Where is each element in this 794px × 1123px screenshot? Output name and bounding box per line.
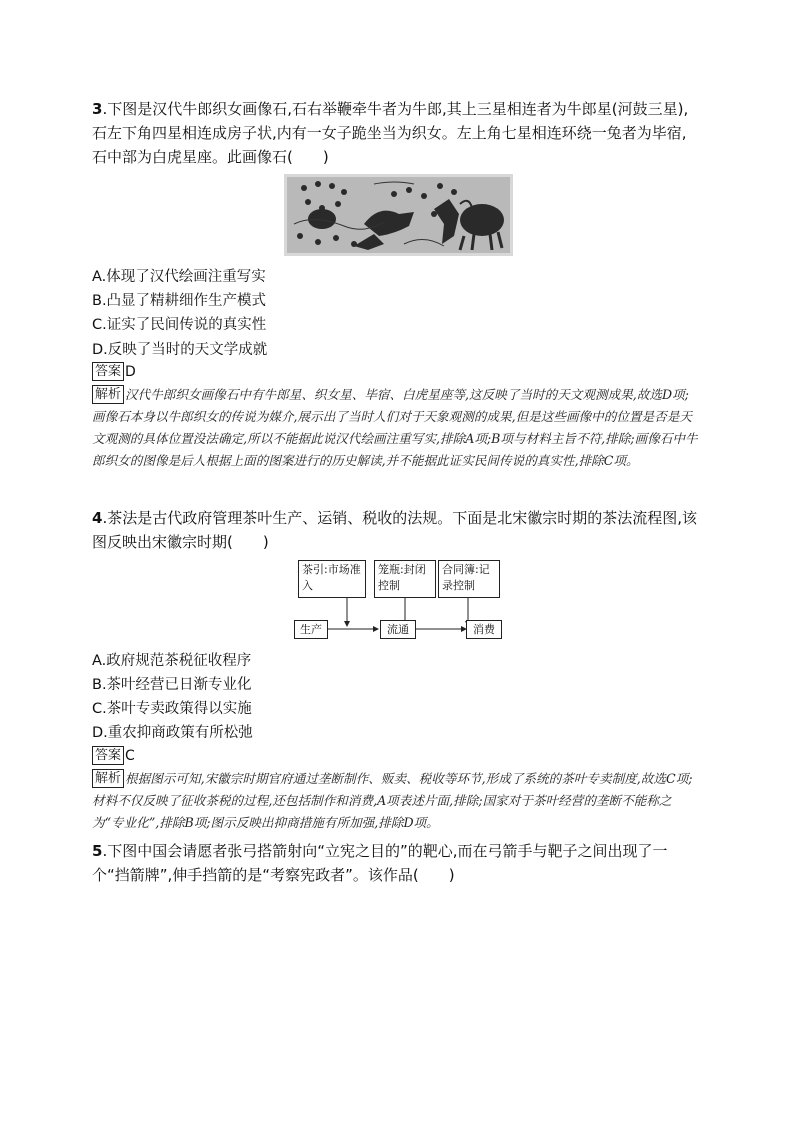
flow-box-consumption: 消费 xyxy=(466,620,502,639)
q4-explanation: 解析 根据图示可知,宋徽宗时期官府通过垄断制作、贩卖、税收等环节,形成了系统的茶叶专卖制度,故选C项;材料不仅反映了征收茶税的过程,还包括制作和消费,A项表述片面,排除;国家对于茶叶经营的垄断不能称之为“专业化”,排除B项;图示反映出抑商措施有所加强,排除D项。 xyxy=(92,771,693,830)
answer-tag: 答案 xyxy=(92,746,124,765)
question-number: 4 xyxy=(92,509,103,527)
question-3-stem: 3.下图是汉代牛郎织女画像石,石右举鞭牵牛者为牛郎,其上三星相连者为牛郎星(河鼓三星),石左下角四星相连成房子状,内有一女子跪坐当为织女。左上角七星相连环绕一兔者为毕宿,石中部为白虎星座。此画像石( ) xyxy=(92,100,689,166)
q3-option-a: A.体现了汉代绘画注重写实 xyxy=(92,269,266,285)
q4-option-c: C.茶叶专卖政策得以实施 xyxy=(92,701,252,717)
question-number: 3 xyxy=(92,100,103,118)
question-4-stem: 4.茶法是古代政府管理茶叶生产、运销、税收的法规。下面是北宋徽宗时期的茶法流程图,该图反映出宋徽宗时期( ) xyxy=(92,509,697,551)
flow-box-circulation: 流通 xyxy=(380,620,416,639)
q3-option-b: B.凸显了精耕细作生产模式 xyxy=(92,293,267,309)
han-stone-relief-image xyxy=(284,174,513,256)
question-number: 5 xyxy=(92,842,103,860)
tea-law-flow-diagram xyxy=(290,560,504,642)
flow-box-contract-book: 合同簿:记录控制 xyxy=(438,560,500,598)
explain-tag: 解析 xyxy=(92,769,124,788)
q3-option-d: D.反映了当时的天文学成就 xyxy=(92,342,268,358)
q3-answer xyxy=(92,362,136,382)
explain-tag: 解析 xyxy=(92,385,124,404)
q3-option-c: C.证实了民间传说的真实性 xyxy=(92,317,267,333)
q4-option-d: D.重农抑商政策有所松弛 xyxy=(92,725,253,741)
answer-value: C xyxy=(125,748,135,764)
q4-option-b: B.茶叶经营已日渐专业化 xyxy=(92,677,252,693)
q4-option-a: A.政府规范茶税征收程序 xyxy=(92,653,252,669)
flow-box-sealed-basket: 笼瓶:封闭控制 xyxy=(374,560,436,598)
answer-tag: 答案 xyxy=(92,362,124,381)
q4-answer xyxy=(92,746,135,766)
question-5-stem: 5.下图中国会请愿者张弓搭箭射向“立宪之目的”的靶心,而在弓箭手与靶子之间出现了一个“挡箭牌”,伸手挡箭的是“考察宪政者”。该作品( ) xyxy=(92,842,668,884)
flow-box-production: 生产 xyxy=(294,620,328,639)
q3-explanation: 解析 汉代牛郎织女画像石中有牛郎星、织女星、毕宿、白虎星座等,这反映了当时的天文观测成果,故选D项;画像石本身以牛郎织女的传说为媒介,展示出了当时人们对于天象观测的成果,但是这些画像中的位置是否是天文观测的具体位置没法确定,所以不能据此说汉代绘画注重写实,排除A项;B项与材料主旨不符,排除;画像石中牛郎织女的图像是后人根据上面的图案进行的历史解读,并不能据此证实民间传说的真实性,排除C项。 xyxy=(92,387,698,468)
flow-box-tea-permit: 茶引:市场准入 xyxy=(298,560,366,598)
answer-value: D xyxy=(125,364,136,380)
